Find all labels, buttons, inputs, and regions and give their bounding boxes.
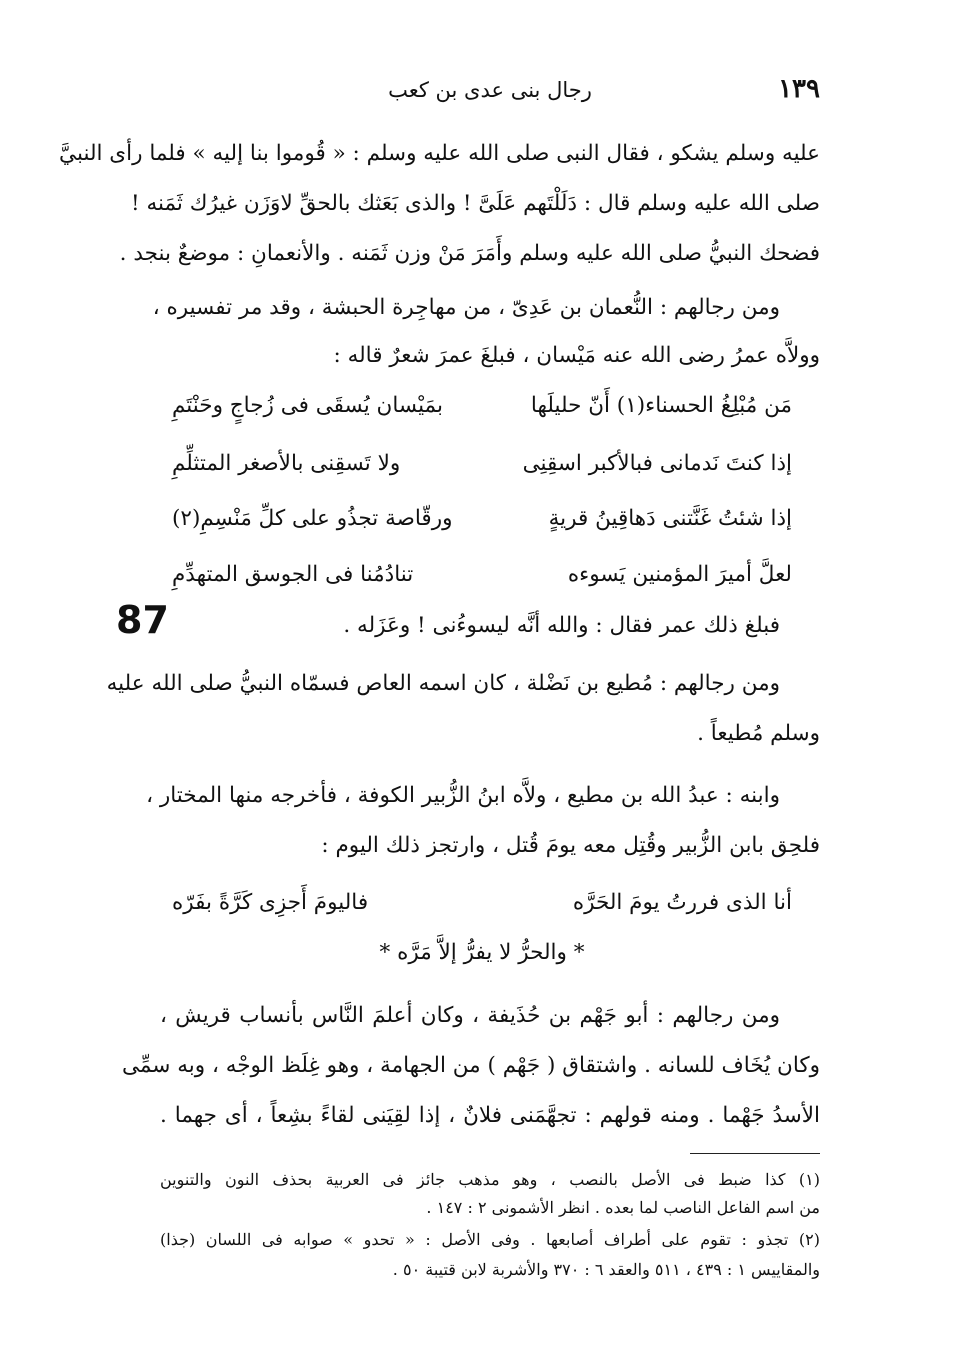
verse-first-hemistich: إذا كنتَ نَدمانى فبالأكبر اسقِنِى	[522, 451, 792, 476]
verse-second-hemistich: تنادُمُنا فى الجوسق المتهدِّمِ	[172, 562, 414, 587]
paragraph-line: صلى الله عليه وسلم قال : دَلَلْتَهم عَلَىَّ ! والذى بَعَثك بالحقِّ لاوَزَن غيرُك ثَمَنه !	[131, 191, 820, 216]
footnote-line: (١) كذا ضبط فى الأصل بالنصب ، وهو مذهب جائز فى العربية بحذف النون والتنوين	[160, 1170, 820, 1189]
paragraph-line: وابنه : عبدُ الله بن مطيع ، ولاَّه ابنُ الزُّبير الكوفة ، فأخرجه منها المختار ،	[146, 783, 780, 808]
paragraph-line: ومن رجالهم : مُطيع بن نَضْلة ، كان اسمه العاص فسمّاه النبيُّ صلى الله عليه	[106, 671, 780, 696]
paragraph-line: ومن رجالهم : أبو جَهْم بن حُذَيفة ، وكان أعلمَ النَّاس بأنساب قريش ،	[160, 1003, 780, 1028]
paragraph-line: فلحِق بابن الزُّبير وقُتِل معه يومَ قُتل ، وارتجز ذلك اليوم :	[321, 833, 820, 858]
footnote-divider	[690, 1153, 820, 1154]
paragraph-line: وولاَّه عمرُ رضى الله عنه مَيْسان ، فبلغَ عمرَ شعرٌ قاله :	[333, 343, 820, 368]
paragraph-line: فبلغ ذلك عمر فقال : والله أنَّه ليسوءُنى ! وعَزَله .	[343, 613, 780, 638]
verse-line	[172, 496, 792, 542]
verse-line	[172, 441, 792, 487]
verse-line	[172, 552, 792, 598]
footnote-line: من اسم الفاعل الناصب لما بعده . انظر الأشمونى ٢ : ١٤٧ .	[426, 1198, 820, 1217]
paragraph-line: الأسدُ جَهْما . ومنه قولهم : تجهَّمَنى فلانٌ ، إذا لقِيَنى لقاءً بشِعاً ، أى جهما .	[160, 1103, 820, 1128]
paragraph-line: ومن رجالهم : النُّعمان بن عَدِىّ ، من مهاجِرة الحبشة ، وقد مر تفسيره ،	[152, 295, 780, 320]
verse-line-single: * والحرُّ لا يفرُّ إلاَّ مَرَّه *	[379, 940, 585, 965]
verse-first-hemistich: لعلَّ أميرَ المؤمنين يَسوءه	[567, 562, 792, 587]
paragraph-line: فضحك النبيُّ صلى الله عليه وسلم وأَمَرَ مَنْ وزن ثَمَنه . والأنعمانِ : موضعٌ بنجد .	[119, 241, 820, 266]
paragraph-line: وسلم مُطيعاً .	[697, 721, 820, 746]
verse-second-hemistich: بمَيْسان يُسقَى فى زُجاجٍ وحَنْتَمِ	[172, 393, 443, 418]
verse-first-hemistich: أنا الذى فررتُ يومَ الحَرَّه	[572, 890, 792, 915]
running-head	[160, 74, 820, 114]
verse-second-hemistich: ورقّاصة تجذُو على كلِّ مَنْسِمِ(٢)	[172, 506, 453, 531]
verse-second-hemistich: فاليومَ أَجزِى كَرَّةً بفَرّه	[172, 890, 369, 915]
verse-line	[172, 383, 792, 429]
footnote-line: والمقاييس ١ : ٤٣٩ ، ٥١١ والعقد ٦ : ٣٧٠ والأشربة لابن قتيبة ٥٠ .	[392, 1260, 820, 1279]
verse-first-hemistich: مَن مُبْلِغُ الحسناء(١) أَنّ حليلَها	[530, 393, 792, 418]
verse-second-hemistich: ولا تَسقِنى بالأصغر المتثلِّمِ	[172, 451, 401, 476]
margin-page-reference: 87	[116, 598, 169, 642]
footnote-line: (٢) تجذو : تقوم على أطراف أصابعها . وفى الأصل : « تحدو » صوابه فى اللسان (جذا)	[160, 1230, 820, 1249]
running-title: رجال بنى عدى بن كعب	[388, 78, 592, 102]
paragraph-line: وكان يُخَاف للسانه . واشتقاق ( جَهْم ) من الجهامة ، وهو غِلَظ الوجْه ، وبه سمِّى	[122, 1053, 820, 1078]
page-number: ١٣٩	[778, 74, 820, 104]
paragraph-line: عليه وسلم يشكو ، فقال النبى صلى الله عليه وسلم : « قُوموا بنا إليه » فلما رأى النبيَّ	[59, 141, 820, 166]
verse-line	[172, 880, 792, 926]
verse-first-hemistich: إذا شئتُ غَنَّتنى دَهاقِينُ قريةٍ	[548, 506, 792, 531]
